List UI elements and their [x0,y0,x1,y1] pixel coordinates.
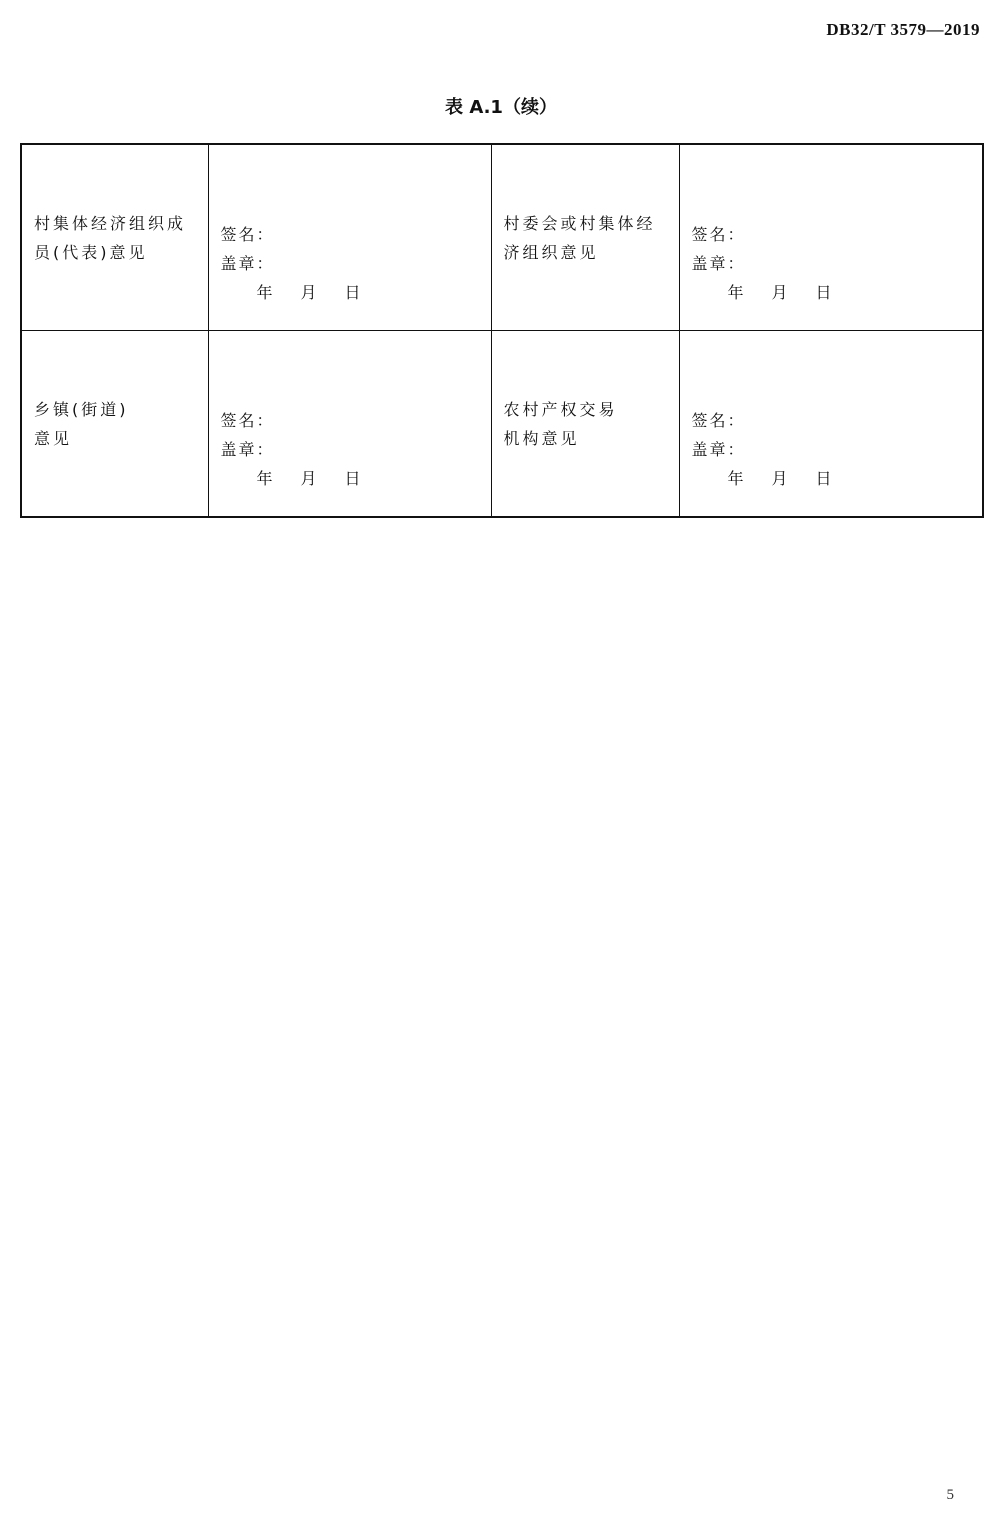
month-label: 月 [771,469,788,488]
row-label-line: 农村产权交易 [503,399,618,419]
date-line [221,464,481,493]
table-title: 表 A.1（续） [445,97,557,118]
year-label: 年 [256,283,273,302]
seal-label: 盖章： [691,254,746,273]
year-label: 年 [727,283,744,302]
row-label-line: 员(代表)意见 [34,242,148,262]
signature-label: 签名： [691,225,746,244]
signature-cell[interactable] [208,331,491,518]
signature-label: 签名： [220,411,275,430]
signature-label: 签名： [220,225,275,244]
row-label-line: 济组织意见 [503,242,599,262]
row-label-line: 意见 [34,428,73,448]
row-label-line: 村集体经济组织成 [34,213,187,233]
seal-label: 盖章： [220,440,275,459]
row-label-line: 村委会或村集体经 [503,213,656,233]
signature-cell[interactable] [679,144,983,331]
opinion-table [20,143,984,518]
signature-cell[interactable] [679,331,983,518]
seal-label: 盖章： [220,254,275,273]
date-line [692,464,973,493]
row-label-line: 机构意见 [503,428,580,448]
seal-label: 盖章： [691,440,746,459]
day-label: 日 [815,283,832,302]
date-line [221,278,481,307]
month-label: 月 [771,283,788,302]
day-label: 日 [344,469,361,488]
day-label: 日 [815,469,832,488]
table-row [21,144,983,331]
table-row [21,331,983,518]
row-label-line: 乡镇(街道) [34,399,129,419]
standard-code: DB32/T 3579—2019 [826,20,980,39]
date-line [692,278,973,307]
label-cell [491,144,679,331]
month-label: 月 [300,283,317,302]
label-cell [21,144,208,331]
year-label: 年 [727,469,744,488]
year-label: 年 [256,469,273,488]
month-label: 月 [300,469,317,488]
day-label: 日 [344,283,361,302]
signature-label: 签名： [691,411,746,430]
page-number: 5 [946,1487,954,1503]
label-cell [491,331,679,518]
signature-cell[interactable] [208,144,491,331]
label-cell [21,331,208,518]
